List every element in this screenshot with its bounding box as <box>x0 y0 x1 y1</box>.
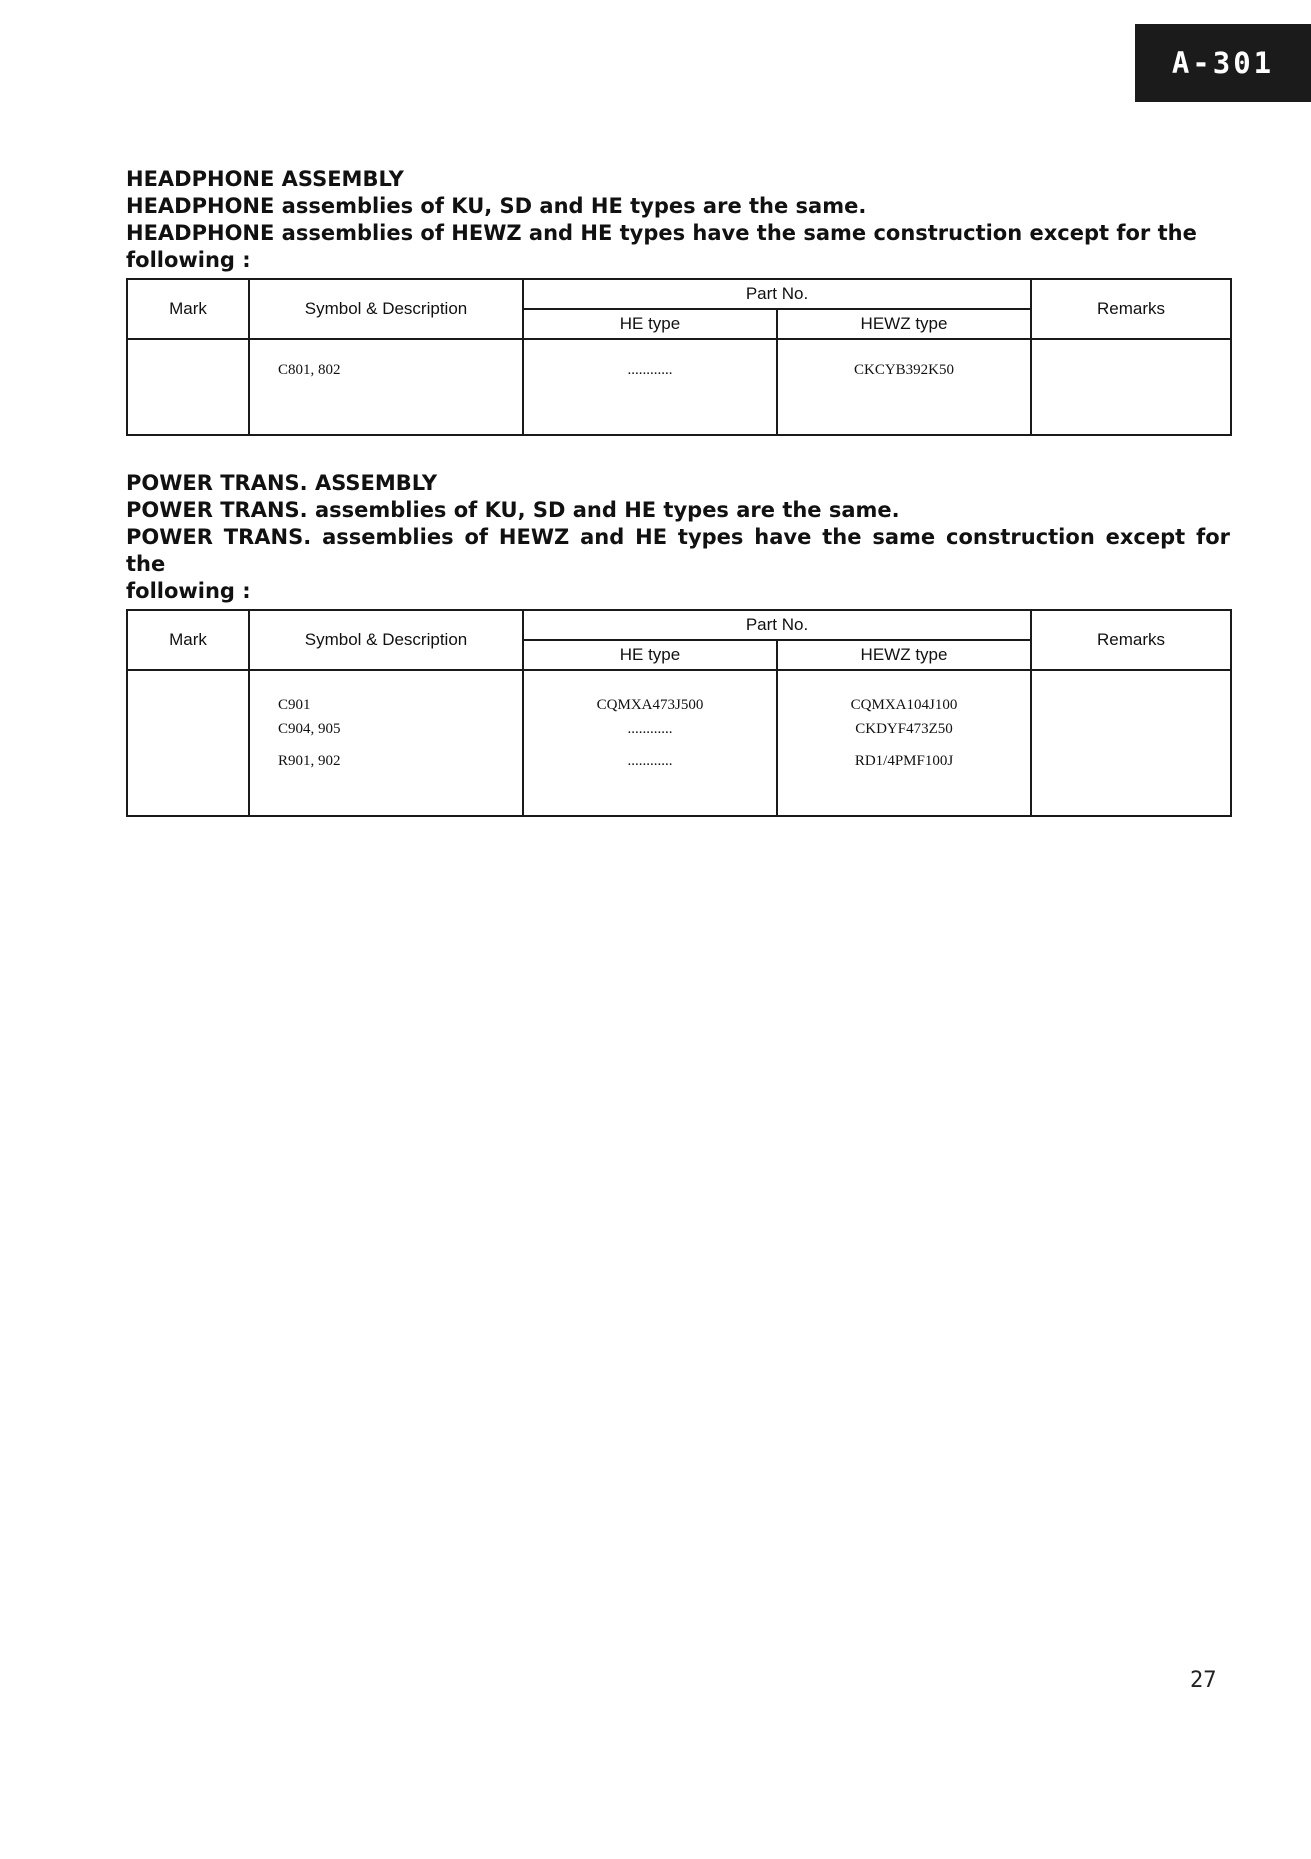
headphone-title: HEADPHONE ASSEMBLY <box>126 167 404 191</box>
cell-he-2: ............ <box>627 753 673 769</box>
header-symbol: Symbol & Description <box>249 279 523 339</box>
header-mark: Mark <box>127 279 249 339</box>
power-trans-parts-table <box>126 609 1232 817</box>
cell-remarks <box>1031 670 1231 816</box>
cell-hewz-1: CKDYF473Z50 <box>855 721 953 737</box>
power-trans-line2b: following : <box>126 579 251 603</box>
cell-remarks-2 <box>1032 749 1230 773</box>
power-trans-line2a: POWER TRANS. assemblies of HEWZ and HE types have the same construction except for the <box>126 525 1230 576</box>
cell-symbol: C801, 802 <box>249 339 523 435</box>
header-symbol: Symbol & Description <box>249 610 523 670</box>
headphone-parts-table <box>126 278 1232 436</box>
power-trans-line1: POWER TRANS. assemblies of KU, SD and HE types are the same. <box>126 498 900 522</box>
cell-he-1: ............ <box>627 721 673 737</box>
header-part-no: Part No. <box>523 279 1031 309</box>
cell-hewz: CKCYB392K50 <box>777 339 1031 435</box>
header-remarks: Remarks <box>1031 279 1231 339</box>
cell-mark <box>127 339 249 435</box>
header-part-no: Part No. <box>523 610 1031 640</box>
table-row <box>127 339 1231 435</box>
cell-hewz-0: CQMXA104J100 <box>850 697 958 713</box>
headphone-section <box>126 166 1230 436</box>
cell-mark-1 <box>128 717 248 741</box>
power-trans-title: POWER TRANS. ASSEMBLY <box>126 471 438 495</box>
cell-symbol-0: C901 <box>278 697 311 713</box>
cell-symbol-1: C904, 905 <box>278 721 341 737</box>
header-he-type: HE type <box>523 309 777 339</box>
cell-mark-2 <box>128 749 248 773</box>
cell-he: ............ <box>523 339 777 435</box>
page-number: 27 <box>1190 1668 1217 1693</box>
cell-he <box>523 670 777 816</box>
cell-remarks-0 <box>1032 693 1230 717</box>
model-tab: A-301 <box>1135 24 1311 102</box>
cell-hewz-2: RD1/4PMF100J <box>854 753 954 769</box>
table-row <box>127 670 1231 816</box>
header-remarks: Remarks <box>1031 610 1231 670</box>
header-hewz-type: HEWZ type <box>777 640 1031 670</box>
cell-symbol-2: R901, 902 <box>278 753 341 769</box>
cell-hewz <box>777 670 1031 816</box>
cell-mark-0 <box>128 693 248 717</box>
power-trans-section <box>126 470 1230 817</box>
cell-remarks-1 <box>1032 717 1230 741</box>
cell-remarks <box>1031 339 1231 435</box>
header-he-type: HE type <box>523 640 777 670</box>
cell-he-0: CQMXA473J500 <box>596 697 704 713</box>
cell-mark <box>127 670 249 816</box>
header-hewz-type: HEWZ type <box>777 309 1031 339</box>
header-mark: Mark <box>127 610 249 670</box>
cell-symbol <box>249 670 523 816</box>
headphone-line2: HEADPHONE assemblies of HEWZ and HE types have the same construction except for the following : <box>126 221 1197 272</box>
headphone-line1: HEADPHONE assemblies of KU, SD and HE types are the same. <box>126 194 867 218</box>
